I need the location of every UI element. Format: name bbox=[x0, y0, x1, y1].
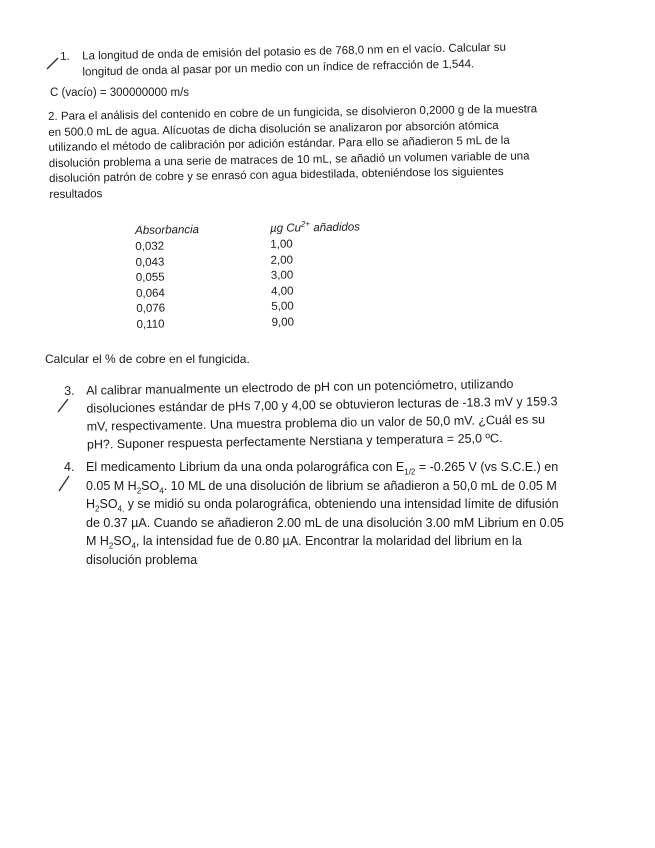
question-4-line: 0.05 M $H_2SO_4$. 10 ML de una disolución de librium se añadieron a 50,0 mL de 0.05 M bbox=[86, 478, 557, 495]
question-2 bbox=[48, 101, 609, 203]
results-table bbox=[135, 220, 392, 333]
question-4-line: $H_2SO_{4,}$ y se midió su onda polarográfica, obteniendo una intensidad límite de difusión bbox=[86, 497, 559, 514]
copper-added-cell: 1,00 bbox=[270, 238, 293, 251]
copper-added-cell: 9,00 bbox=[271, 316, 295, 329]
question-2-prompt: Calcular el % de cobre en el fungicida. bbox=[45, 352, 250, 366]
question-3-number: 3. bbox=[64, 383, 75, 398]
copper-added-cell: 3,00 bbox=[270, 269, 294, 282]
table-row bbox=[136, 313, 391, 333]
copper-added-cell: 2,00 bbox=[270, 254, 294, 267]
question-2-line: en 500.0 mL de agua. Alícuotas de dicha disolución se analizaron por absorción atómica bbox=[48, 119, 499, 139]
question-1-number: 1. bbox=[60, 50, 70, 63]
question-1-line-1: La longitud de onda de emisión del potasio es de 768,0 nm en el vacío. Calcular su bbox=[82, 41, 507, 63]
question-4-number: 4. bbox=[64, 460, 75, 474]
question-3 bbox=[64, 373, 625, 454]
absorbance-cell: 0,055 bbox=[135, 271, 165, 284]
question-2-line: resultados bbox=[49, 187, 103, 201]
absorbance-header: Absorbancia bbox=[135, 224, 200, 238]
question-4-line: M $H_2SO_4$, la intensidad fue de 0.80 µA. Encontrar la molaridad del librium en la bbox=[86, 534, 522, 551]
absorbance-cell: 0,110 bbox=[136, 318, 165, 331]
absorbance-cell: 0,043 bbox=[135, 256, 165, 269]
copper-added-header: µg $Cu^{2+}$ añadidos bbox=[270, 219, 361, 236]
question-2-line: disolución patrón de cobre y se enrasó con agua bidestilada, obteniéndose los siguientes bbox=[48, 165, 504, 185]
question-1 bbox=[60, 40, 561, 81]
question-2-line: 2. Para el análisis del contenido en cobre de un fungicida, se disolvieron 0,2000 g de la muestra bbox=[48, 103, 538, 123]
question-4 bbox=[64, 458, 644, 569]
absorbance-cell: 0,064 bbox=[135, 287, 165, 300]
absorbance-cell: 0,032 bbox=[135, 240, 165, 253]
question-4-line: disolución problema bbox=[86, 552, 198, 567]
results-table-wrapper bbox=[135, 220, 392, 333]
question-3-line: Al calibrar manualmente un electrodo de pH con un potenciómetro, utilizando bbox=[86, 376, 514, 398]
question-1-constant: C (vacío) = 300000000 m/s bbox=[50, 87, 190, 99]
question-4-line: El medicamento Librium da una onda polarográfica con $E_{1/2} = -0.265$ V (vs S.C.E.) en bbox=[86, 460, 559, 477]
question-1-line-2: longitud de onda al pasar por un medio con un índice de refracción de 1,544. bbox=[82, 57, 475, 79]
absorbance-cell: 0,076 bbox=[136, 302, 166, 315]
question-3-line: mV, respectivamente. Una muestra problema dio un valor de 50,0 mV. ¿Cuál es su bbox=[86, 412, 546, 434]
question-3-line: pH?. Suponer respuesta perfectamente Nerstiana y temperatura = 25,0 ºC. bbox=[86, 431, 503, 452]
handwritten-check-icon bbox=[46, 56, 60, 70]
question-2-line: utilizando el método de calibración por adición estándar. Para ello se añadieron 5 mL de la bbox=[48, 134, 510, 154]
copper-added-cell: 5,00 bbox=[271, 300, 294, 313]
question-3-line: disoluciones estándar de pHs 7,00 y 4,00 se obtuvieron lecturas de -18.3 mV y 159.3 bbox=[86, 394, 558, 416]
copper-added-cell: 4,00 bbox=[270, 285, 294, 298]
question-4-line: de 0.37 µA. Cuando se añadieron 2.00 mL de una disolución 3.00 mM Librium en 0.05 bbox=[86, 515, 564, 530]
question-2-line: disolución problema a una serie de matraces de 10 mL, se añadió un volumen variable de una bbox=[48, 149, 530, 170]
